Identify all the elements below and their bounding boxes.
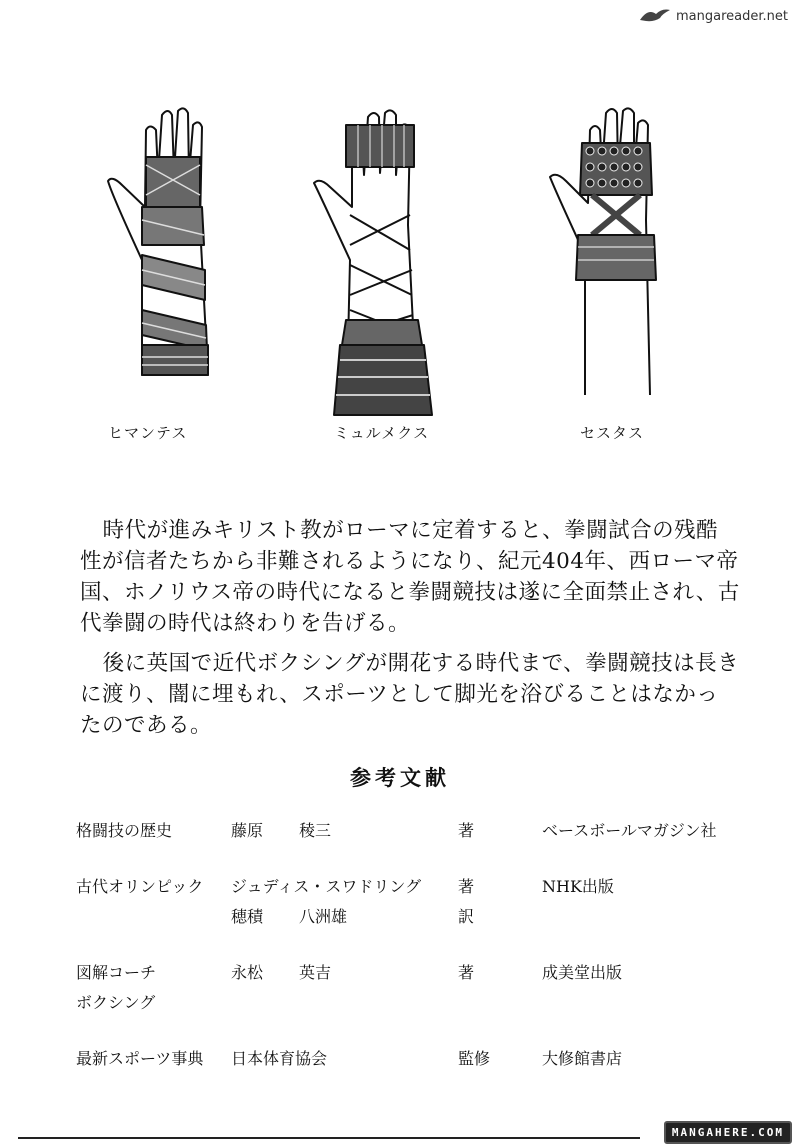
reference-publisher: 成美堂出版: [542, 963, 623, 982]
reference-author: 日本体育協会: [231, 1049, 328, 1068]
hand-wraps-illustration: [0, 95, 800, 425]
reference-translator-surname: 穂積: [231, 907, 264, 926]
reference-row: [76, 904, 756, 934]
paragraph-2-text: 後に英国で近代ボクシングが開花する時代まで、拳闘競技は長きに渡り、闇に埋もれ、スポーツとして脚光を浴びることはなかったのである。: [80, 651, 740, 738]
paragraph-1-text: 時代が進みキリスト教がローマに定着すると、拳闘試合の残酷性が信者たちから非難されるようになり、紀元404年、西ローマ帝国、ホノリウス帝の時代になると拳闘競技は遂に全面禁止され、古代拳闘の時代は終わりを告げる。: [80, 518, 740, 636]
reference-role: 著: [458, 877, 475, 896]
himantes-hand-drawing: [108, 108, 208, 375]
reference-author-given: 英吉: [299, 963, 332, 982]
reference-title: 最新スポーツ事典: [76, 1049, 204, 1068]
reference-publisher: 大修館書店: [542, 1049, 623, 1068]
reference-title: 古代オリンピック: [76, 877, 204, 896]
reference-title: 図解コーチ: [76, 963, 157, 982]
reference-row: [76, 960, 756, 990]
reference-title-continued: ボクシング: [76, 993, 156, 1012]
reference-role: 訳: [458, 907, 475, 926]
top-watermark-text: mangareader.net: [676, 8, 788, 24]
reference-title: 格闘技の歴史: [76, 821, 173, 840]
bottom-watermark: MANGAHERE.COM: [664, 1121, 792, 1144]
bird-logo-icon: [638, 6, 672, 26]
reference-author: ジュディス・スワドリング: [231, 877, 422, 896]
reference-row: [76, 1046, 756, 1076]
reference-publisher: ベースボールマガジン社: [542, 821, 717, 840]
references-heading: 参考文献: [350, 765, 450, 790]
caption-myrmex: ミュルメクス: [334, 424, 430, 442]
caption-himantes: ヒマンテス: [108, 424, 188, 442]
cestus-hand-drawing: [550, 108, 656, 395]
reference-author-surname: 永松: [231, 963, 264, 982]
reference-row: [76, 818, 756, 848]
reference-role: 監修: [458, 1049, 491, 1068]
top-watermark: [638, 6, 788, 26]
paragraph-1: [80, 515, 740, 639]
reference-role: 著: [458, 821, 475, 840]
bottom-divider: [18, 1137, 640, 1139]
reference-author-given: 稜三: [299, 821, 332, 840]
reference-row: [76, 874, 756, 904]
reference-publisher: NHK出版: [542, 877, 614, 896]
myrmex-hand-drawing: [314, 110, 432, 415]
caption-cestus: セスタス: [580, 424, 645, 442]
reference-author-surname: 藤原: [231, 821, 264, 840]
reference-role: 著: [458, 963, 475, 982]
reference-row: [76, 990, 756, 1020]
reference-translator-given: 八洲雄: [299, 907, 348, 926]
references-table: [76, 818, 756, 1076]
paragraph-2: [80, 648, 740, 741]
